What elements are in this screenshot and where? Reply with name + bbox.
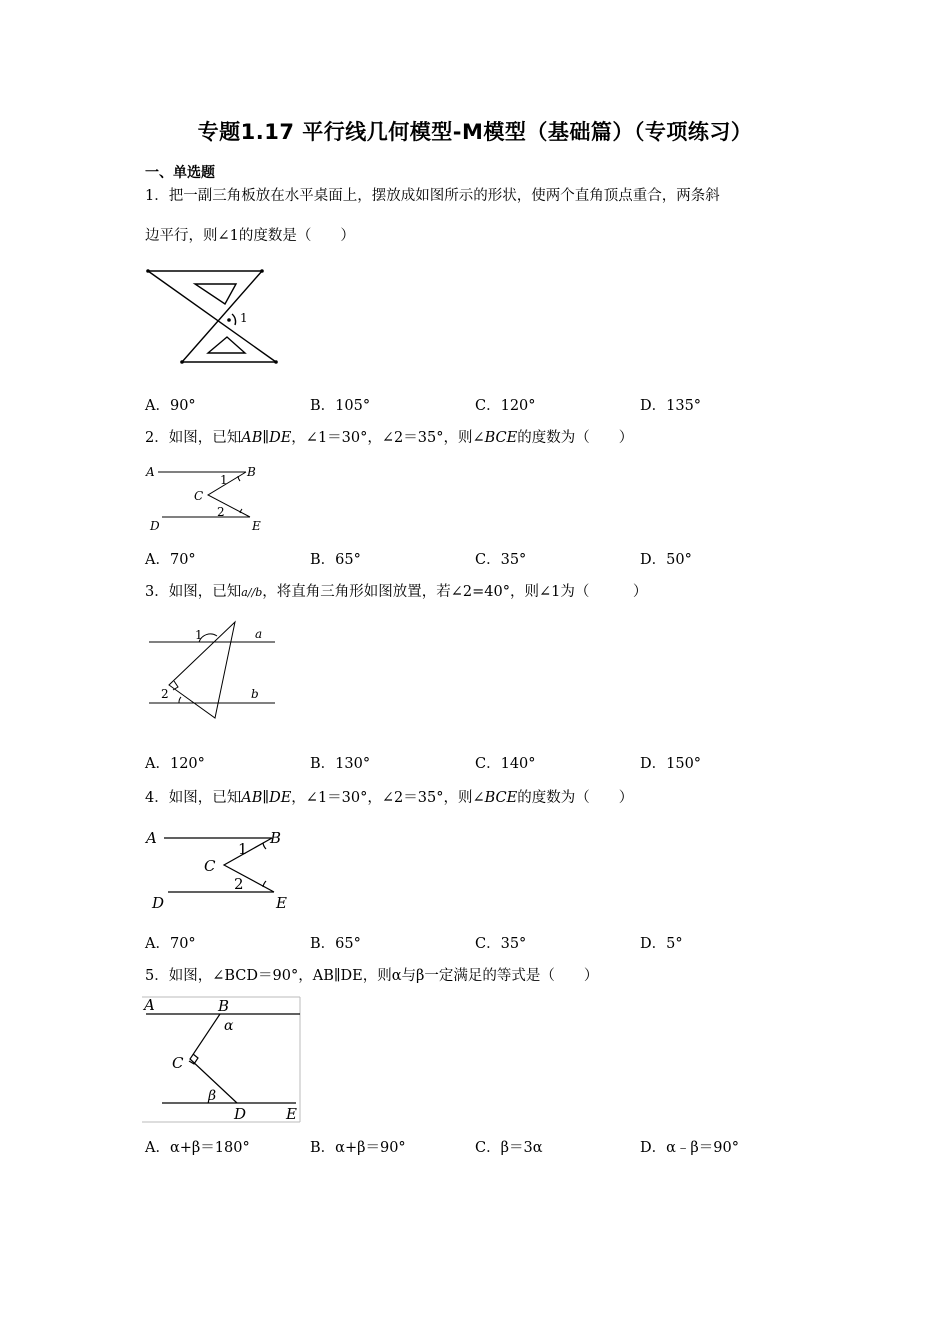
q1-option-a[interactable]: A．90° — [145, 398, 196, 414]
svg-text:B: B — [270, 829, 282, 847]
svg-text:A: A — [146, 829, 157, 847]
svg-text:A: A — [144, 996, 155, 1014]
q3-stem: 3．如图，已知a//b，将直角三角形如图放置，若∠2=40°，则∠1为（ ） — [145, 584, 648, 600]
q4-option-d[interactable]: D．5° — [640, 936, 683, 952]
q4-option-b[interactable]: B．65° — [310, 936, 361, 952]
q2-figure — [142, 460, 272, 535]
svg-text:1: 1 — [238, 840, 248, 858]
svg-text:C: C — [194, 489, 204, 503]
svg-text:2: 2 — [217, 505, 225, 519]
svg-text:b: b — [251, 687, 259, 701]
q5-stem: 5．如图，∠BCD＝90°，AB∥DE，则α与β一定满足的等式是（ ） — [145, 968, 599, 984]
svg-text:2: 2 — [161, 687, 169, 701]
q1-stem-line1: 1．把一副三角板放在水平桌面上，摆放成如图所示的形状，使两个直角顶点重合，两条斜 — [145, 188, 720, 204]
q2-option-b[interactable]: B．65° — [310, 552, 361, 568]
svg-text:C: C — [172, 1054, 184, 1072]
svg-text:E: E — [276, 894, 287, 912]
q4-stem: 4．如图，已知AB∥DE，∠1＝30°，∠2＝35°，则∠BCE的度数为（ ） — [145, 790, 634, 806]
q3-option-d[interactable]: D．150° — [640, 756, 702, 772]
q2-option-c[interactable]: C．35° — [475, 552, 527, 568]
svg-text:2: 2 — [234, 875, 244, 893]
svg-text:B: B — [247, 465, 256, 479]
q5-figure — [142, 996, 302, 1124]
document-title: 专题1.17 平行线几何模型-M模型（基础篇）（专项练习） — [197, 120, 753, 144]
q3-option-c[interactable]: C．140° — [475, 756, 536, 772]
svg-text:D: D — [150, 519, 160, 533]
svg-text:E: E — [286, 1105, 297, 1123]
q1-option-d[interactable]: D．135° — [640, 398, 702, 414]
q3-figure — [145, 618, 285, 723]
q3-option-a[interactable]: A．120° — [145, 756, 205, 772]
q4-figure — [142, 824, 302, 914]
svg-text:α: α — [224, 1018, 234, 1034]
svg-text:β: β — [208, 1088, 217, 1104]
svg-text:C: C — [204, 857, 216, 875]
q3-option-b[interactable]: B．130° — [310, 756, 371, 772]
q1-figure — [140, 262, 285, 372]
svg-text:E: E — [252, 519, 261, 533]
svg-text:D: D — [234, 1105, 247, 1123]
q1-option-b[interactable]: B．105° — [310, 398, 371, 414]
q5-option-c[interactable]: C．β＝3α — [475, 1140, 543, 1156]
q2-option-a[interactable]: A．70° — [145, 552, 196, 568]
q5-option-b[interactable]: B．α+β＝90° — [310, 1140, 406, 1156]
svg-text:1: 1 — [220, 473, 228, 487]
q1-option-c[interactable]: C．120° — [475, 398, 536, 414]
q1-angle-1-label: 1 — [240, 311, 248, 325]
q2-stem: 2．如图，已知AB∥DE，∠1＝30°，∠2＝35°，则∠BCE的度数为（ ） — [145, 430, 634, 446]
q4-option-a[interactable]: A．70° — [145, 936, 196, 952]
section-heading: 一、单选题 — [145, 165, 215, 181]
svg-text:a: a — [255, 627, 263, 641]
q5-option-a[interactable]: A．α+β＝180° — [145, 1140, 250, 1156]
q2-option-d[interactable]: D．50° — [640, 552, 692, 568]
q4-option-c[interactable]: C．35° — [475, 936, 527, 952]
svg-text:B: B — [218, 997, 230, 1015]
svg-text:D: D — [152, 894, 165, 912]
q5-option-d[interactable]: D．α﹣β＝90° — [640, 1140, 740, 1156]
svg-text:A: A — [146, 465, 155, 479]
svg-text:1: 1 — [195, 628, 203, 642]
q1-stem-line2: 边平行，则∠1的度数是（ ） — [145, 228, 355, 244]
